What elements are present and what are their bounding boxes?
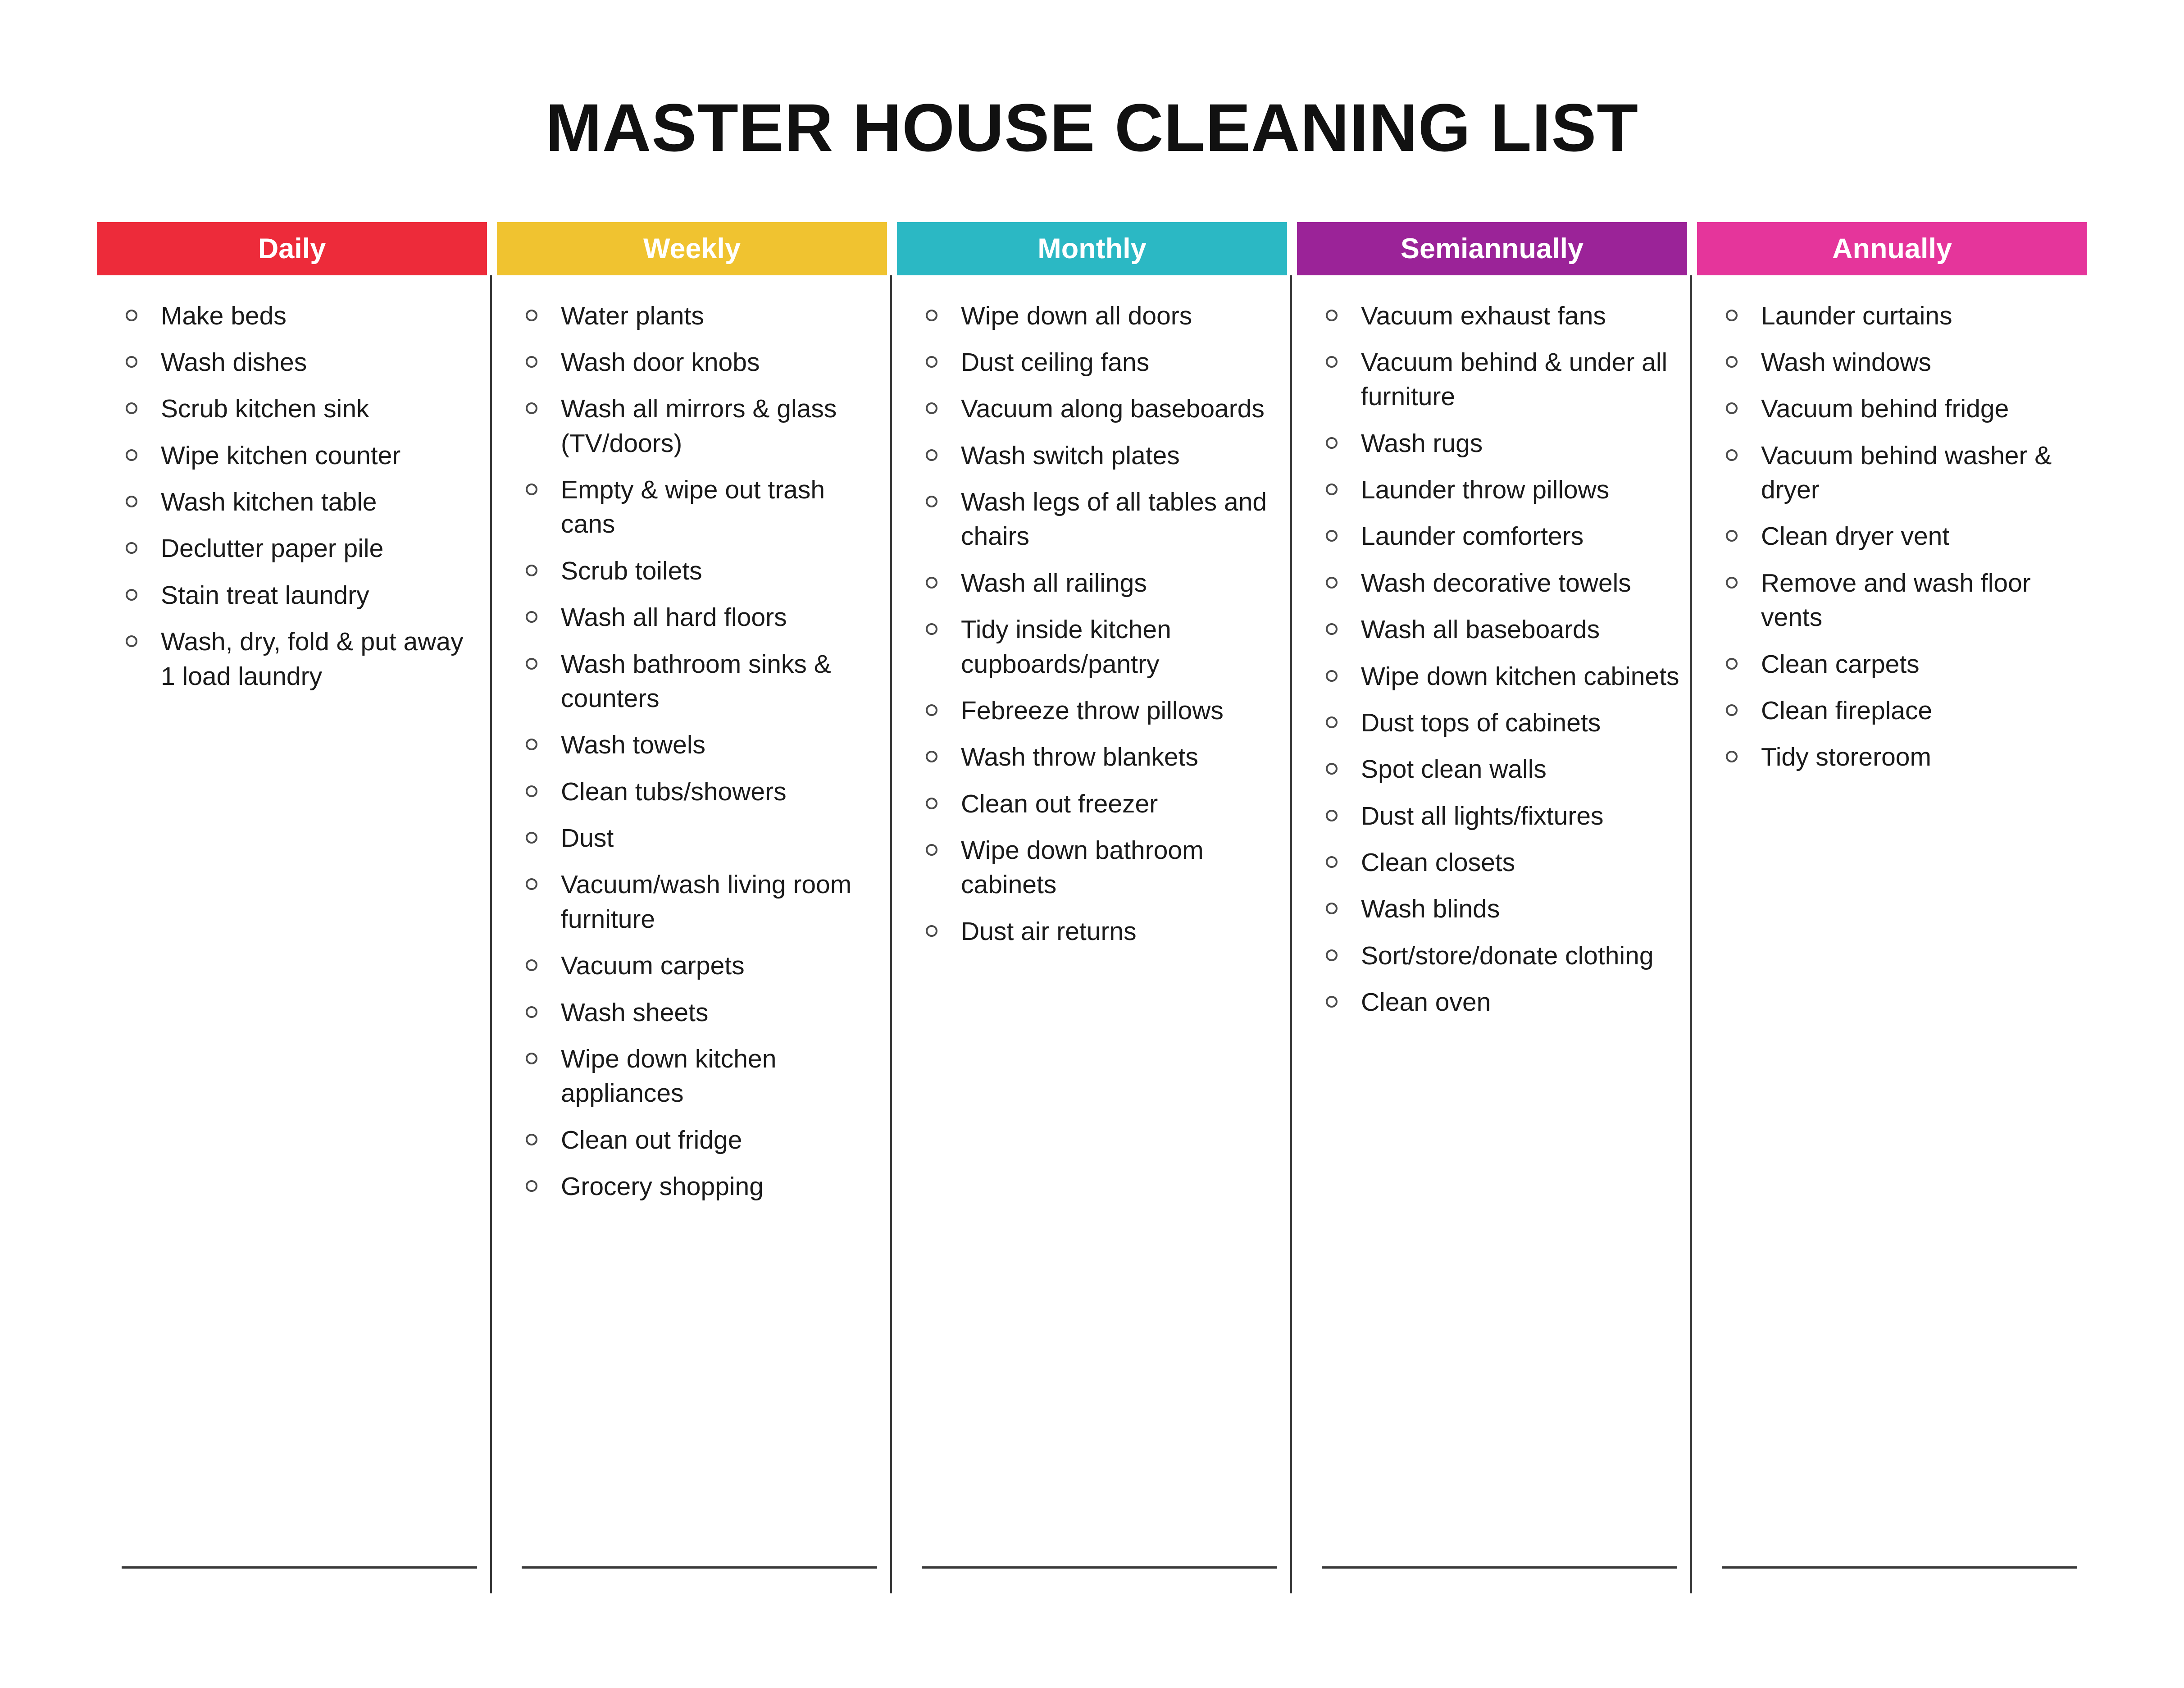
list-item[interactable] xyxy=(123,438,482,473)
list-item-label: Clean out freezer xyxy=(961,789,1158,818)
checkbox-circle-icon[interactable] xyxy=(926,449,937,461)
list-item[interactable] xyxy=(1323,799,1683,833)
column-header-daily: Daily xyxy=(97,222,487,275)
list-item[interactable] xyxy=(1323,426,1683,461)
checkbox-circle-icon[interactable] xyxy=(526,356,537,368)
list-item-label: Wash dishes xyxy=(161,347,307,377)
checkbox-circle-icon[interactable] xyxy=(126,310,137,321)
checkbox-circle-icon[interactable] xyxy=(1726,751,1738,762)
column-header-weekly: Weekly xyxy=(497,222,887,275)
list-item[interactable] xyxy=(523,473,883,542)
checkbox-circle-icon[interactable] xyxy=(526,1180,537,1192)
list-item[interactable] xyxy=(1723,740,2083,774)
list-item[interactable] xyxy=(923,299,1283,333)
task-list-annually xyxy=(1697,299,2087,775)
list-item[interactable] xyxy=(923,485,1283,554)
checkbox-circle-icon[interactable] xyxy=(526,611,537,623)
list-item-label: Launder comforters xyxy=(1361,522,1584,551)
list-item-label: Wash all hard floors xyxy=(561,603,787,632)
checkbox-circle-icon[interactable] xyxy=(926,704,937,716)
list-item-label: Vacuum/wash living room furniture xyxy=(561,870,852,934)
checkbox-circle-icon[interactable] xyxy=(1326,949,1338,961)
checkbox-circle-icon[interactable] xyxy=(126,449,137,461)
list-item[interactable] xyxy=(1723,392,2083,426)
list-item-label: Wash towels xyxy=(561,730,705,760)
column-monthly xyxy=(897,222,1287,1569)
column-header-monthly: Monthly xyxy=(897,222,1287,275)
checkbox-circle-icon[interactable] xyxy=(926,623,937,635)
checkbox-circle-icon[interactable] xyxy=(1726,577,1738,589)
checkbox-circle-icon[interactable] xyxy=(1326,577,1338,589)
checkbox-circle-icon[interactable] xyxy=(1326,437,1338,449)
checkbox-circle-icon[interactable] xyxy=(1326,623,1338,635)
list-item-label: Clean tubs/showers xyxy=(561,777,787,806)
list-item[interactable] xyxy=(523,647,883,716)
checkbox-circle-icon[interactable] xyxy=(1726,704,1738,716)
checkbox-circle-icon[interactable] xyxy=(526,785,537,797)
list-item-label: Tidy storeroom xyxy=(1761,743,1931,772)
column-divider xyxy=(490,275,492,1593)
list-item-label: Make beds xyxy=(161,301,287,330)
column-header-annually: Annually xyxy=(1697,222,2087,275)
list-item[interactable] xyxy=(1323,939,1683,973)
checkbox-circle-icon[interactable] xyxy=(926,496,937,507)
checkbox-circle-icon[interactable] xyxy=(1726,310,1738,321)
checkbox-circle-icon[interactable] xyxy=(1726,356,1738,368)
list-item-label: Remove and wash floor vents xyxy=(1761,568,2031,632)
list-item-label: Wash door knobs xyxy=(561,347,760,377)
list-item[interactable] xyxy=(1323,706,1683,740)
list-item-label: Clean out fridge xyxy=(561,1125,742,1154)
checkbox-circle-icon[interactable] xyxy=(526,1053,537,1064)
checkbox-circle-icon[interactable] xyxy=(526,658,537,670)
checkbox-circle-icon[interactable] xyxy=(526,565,537,576)
column-body-daily xyxy=(97,275,487,1569)
checkbox-circle-icon[interactable] xyxy=(526,878,537,890)
checkbox-circle-icon[interactable] xyxy=(1726,449,1738,461)
checkbox-circle-icon[interactable] xyxy=(126,356,137,368)
list-item[interactable] xyxy=(523,995,883,1030)
list-item-label: Vacuum along baseboards xyxy=(961,394,1265,424)
list-item-label: Wash bathroom sinks & counters xyxy=(561,649,831,713)
list-item-label: Clean dryer vent xyxy=(1761,522,1950,551)
list-item-label: Wash switch plates xyxy=(961,441,1180,470)
list-item[interactable] xyxy=(1323,345,1683,414)
column-divider xyxy=(1290,275,1292,1593)
column-daily xyxy=(97,222,487,1569)
list-item[interactable] xyxy=(523,600,883,634)
list-item-label: Wipe kitchen counter xyxy=(161,441,401,470)
checkbox-circle-icon[interactable] xyxy=(1326,716,1338,728)
list-item[interactable] xyxy=(123,578,482,612)
checkbox-circle-icon[interactable] xyxy=(526,402,537,414)
checkbox-circle-icon[interactable] xyxy=(526,1134,537,1145)
checkbox-circle-icon[interactable] xyxy=(926,577,937,589)
list-item[interactable] xyxy=(923,566,1283,600)
list-item-label: Wash rugs xyxy=(1361,429,1483,458)
list-item-label: Sort/store/donate clothing xyxy=(1361,941,1654,970)
list-item-label: Vacuum behind fridge xyxy=(1761,394,2009,424)
list-item[interactable] xyxy=(523,728,883,762)
checkbox-circle-icon[interactable] xyxy=(526,310,537,321)
list-item[interactable] xyxy=(523,1169,883,1204)
list-item[interactable] xyxy=(1723,345,2083,379)
list-item[interactable] xyxy=(523,554,883,588)
list-item-label: Tidy inside kitchen cupboards/pantry xyxy=(961,615,1171,679)
column-body-annually xyxy=(1697,275,2087,1569)
list-item-label: Wipe down kitchen appliances xyxy=(561,1044,777,1108)
list-item[interactable] xyxy=(1323,985,1683,1019)
list-item-label: Wash all baseboards xyxy=(1361,615,1600,644)
checkbox-circle-icon[interactable] xyxy=(1326,856,1338,868)
list-item-label: Grocery shopping xyxy=(561,1172,764,1201)
list-item[interactable] xyxy=(1323,845,1683,880)
list-item[interactable] xyxy=(523,345,883,379)
list-item[interactable] xyxy=(123,531,482,566)
column-bottom-rule xyxy=(522,1566,877,1569)
column-body-semiannually xyxy=(1297,275,1687,1569)
list-item[interactable] xyxy=(1723,566,2083,635)
checkbox-circle-icon[interactable] xyxy=(1326,996,1338,1008)
list-item-label: Wipe down bathroom cabinets xyxy=(961,836,1204,899)
list-item-label: Declutter paper pile xyxy=(161,534,384,563)
list-item[interactable] xyxy=(1323,612,1683,647)
checkbox-circle-icon[interactable] xyxy=(526,959,537,971)
column-annually xyxy=(1697,222,2087,1569)
list-item-label: Dust all lights/fixtures xyxy=(1361,801,1604,830)
checkbox-circle-icon[interactable] xyxy=(926,402,937,414)
list-item[interactable] xyxy=(1723,647,2083,681)
list-item-label: Dust xyxy=(561,824,614,853)
checkbox-circle-icon[interactable] xyxy=(926,844,937,856)
column-body-weekly xyxy=(497,275,887,1569)
list-item-label: Wipe down all doors xyxy=(961,301,1192,330)
list-item-label: Launder throw pillows xyxy=(1361,475,1610,504)
task-list-monthly xyxy=(897,299,1287,949)
list-item[interactable] xyxy=(1323,519,1683,553)
column-divider xyxy=(1690,275,1692,1593)
list-item-label: Wash throw blankets xyxy=(961,743,1198,772)
list-item[interactable] xyxy=(923,787,1283,821)
list-item-label: Vacuum carpets xyxy=(561,951,745,981)
list-item[interactable] xyxy=(523,1123,883,1157)
checkbox-circle-icon[interactable] xyxy=(1326,530,1338,542)
column-body-monthly xyxy=(897,275,1287,1569)
list-item[interactable] xyxy=(523,867,883,936)
list-item-label: Stain treat laundry xyxy=(161,580,369,610)
list-item[interactable] xyxy=(123,345,482,379)
list-item[interactable] xyxy=(1723,519,2083,553)
column-bottom-rule xyxy=(922,1566,1277,1569)
list-item[interactable] xyxy=(1723,438,2083,507)
list-item-label: Wash sheets xyxy=(561,998,709,1027)
checkbox-circle-icon[interactable] xyxy=(126,635,137,647)
checkbox-circle-icon[interactable] xyxy=(1726,530,1738,542)
column-bottom-rule xyxy=(1322,1566,1677,1569)
checkbox-circle-icon[interactable] xyxy=(126,496,137,507)
checkbox-circle-icon[interactable] xyxy=(1326,356,1338,368)
checkbox-circle-icon[interactable] xyxy=(926,798,937,809)
list-item-label: Launder curtains xyxy=(1761,301,1952,330)
list-item[interactable] xyxy=(1723,299,2083,333)
list-item[interactable] xyxy=(923,914,1283,949)
list-item[interactable] xyxy=(1723,693,2083,728)
list-item-label: Dust ceiling fans xyxy=(961,347,1150,377)
column-divider xyxy=(890,275,892,1593)
page-title: MASTER HOUSE CLEANING LIST xyxy=(545,90,1639,165)
column-bottom-rule xyxy=(122,1566,477,1569)
list-item-label: Wash blinds xyxy=(1361,894,1500,924)
checkbox-circle-icon[interactable] xyxy=(1326,810,1338,821)
checkbox-circle-icon[interactable] xyxy=(1326,484,1338,495)
column-bottom-rule xyxy=(1722,1566,2077,1569)
list-item-label: Dust tops of cabinets xyxy=(1361,708,1601,737)
list-item-label: Clean carpets xyxy=(1761,649,1920,679)
list-item[interactable] xyxy=(123,299,482,333)
checkbox-circle-icon[interactable] xyxy=(1326,310,1338,321)
list-item[interactable] xyxy=(523,821,883,855)
list-item-label: Scrub toilets xyxy=(561,556,702,585)
task-list-daily xyxy=(97,299,487,693)
checkbox-circle-icon[interactable] xyxy=(1726,402,1738,414)
list-item[interactable] xyxy=(523,949,883,983)
list-item[interactable] xyxy=(923,612,1283,681)
list-item-label: Clean fireplace xyxy=(1761,696,1933,725)
list-item-label: Vacuum exhaust fans xyxy=(1361,301,1606,330)
checkbox-circle-icon[interactable] xyxy=(1726,658,1738,670)
list-item-label: Clean oven xyxy=(1361,988,1491,1017)
checkbox-circle-icon[interactable] xyxy=(1326,670,1338,682)
list-item[interactable] xyxy=(1323,566,1683,600)
list-item[interactable] xyxy=(923,392,1283,426)
list-item[interactable] xyxy=(523,299,883,333)
checkbox-circle-icon[interactable] xyxy=(1326,903,1338,914)
list-item-label: Wipe down kitchen cabinets xyxy=(1361,662,1679,691)
checkbox-circle-icon[interactable] xyxy=(526,1006,537,1018)
list-item-label: Spot clean walls xyxy=(1361,755,1547,784)
list-item[interactable] xyxy=(523,392,883,461)
checkbox-circle-icon[interactable] xyxy=(126,589,137,601)
checkbox-circle-icon[interactable] xyxy=(926,356,937,368)
list-item-label: Empty & wipe out trash cans xyxy=(561,475,825,539)
list-item-label: Febreeze throw pillows xyxy=(961,696,1224,725)
column-semiannually xyxy=(1297,222,1687,1569)
list-item-label: Clean closets xyxy=(1361,848,1515,877)
checkbox-circle-icon[interactable] xyxy=(926,751,937,762)
list-item-label: Wash kitchen table xyxy=(161,488,377,516)
list-item-label: Wash legs of all tables and chairs xyxy=(961,488,1267,551)
list-item[interactable] xyxy=(923,740,1283,774)
list-item[interactable] xyxy=(523,775,883,809)
list-item-label: Scrub kitchen sink xyxy=(161,394,369,424)
list-item[interactable] xyxy=(923,345,1283,379)
list-item-label: Wash all mirrors & glass (TV/doors) xyxy=(561,394,837,458)
column-weekly xyxy=(497,222,887,1569)
list-item-label: Wash, dry, fold & put away 1 load laundry xyxy=(161,627,464,691)
checkbox-circle-icon[interactable] xyxy=(126,542,137,554)
column-header-semiannually: Semiannually xyxy=(1297,222,1687,275)
list-item[interactable] xyxy=(1323,659,1683,693)
list-item[interactable] xyxy=(123,392,482,426)
list-item[interactable] xyxy=(123,485,482,519)
list-item-label: Wash all railings xyxy=(961,568,1147,598)
list-item[interactable] xyxy=(1323,892,1683,926)
checkbox-circle-icon[interactable] xyxy=(526,832,537,844)
list-item[interactable] xyxy=(1323,752,1683,786)
list-item-label: Vacuum behind washer & dryer xyxy=(1761,441,2052,504)
list-item-label: Wash windows xyxy=(1761,347,1932,377)
checkbox-circle-icon[interactable] xyxy=(526,739,537,750)
list-item-label: Wash decorative towels xyxy=(1361,568,1631,598)
checkbox-circle-icon[interactable] xyxy=(926,925,937,937)
list-item-label: Dust air returns xyxy=(961,917,1137,946)
list-item[interactable] xyxy=(923,833,1283,902)
checkbox-circle-icon[interactable] xyxy=(526,484,537,495)
list-item[interactable] xyxy=(1323,473,1683,507)
checkbox-circle-icon[interactable] xyxy=(1326,763,1338,775)
columns-container xyxy=(97,164,2087,1569)
list-item[interactable] xyxy=(523,1042,883,1111)
list-item[interactable] xyxy=(1323,299,1683,333)
checkbox-circle-icon[interactable] xyxy=(926,310,937,321)
list-item[interactable] xyxy=(923,438,1283,473)
list-item-label: Vacuum behind & under all furniture xyxy=(1361,347,1668,411)
task-list-semiannually xyxy=(1297,299,1687,1020)
task-list-weekly xyxy=(497,299,887,1204)
list-item[interactable] xyxy=(923,693,1283,728)
list-item[interactable] xyxy=(123,625,482,693)
list-item-label: Water plants xyxy=(561,301,704,330)
checkbox-circle-icon[interactable] xyxy=(126,402,137,414)
